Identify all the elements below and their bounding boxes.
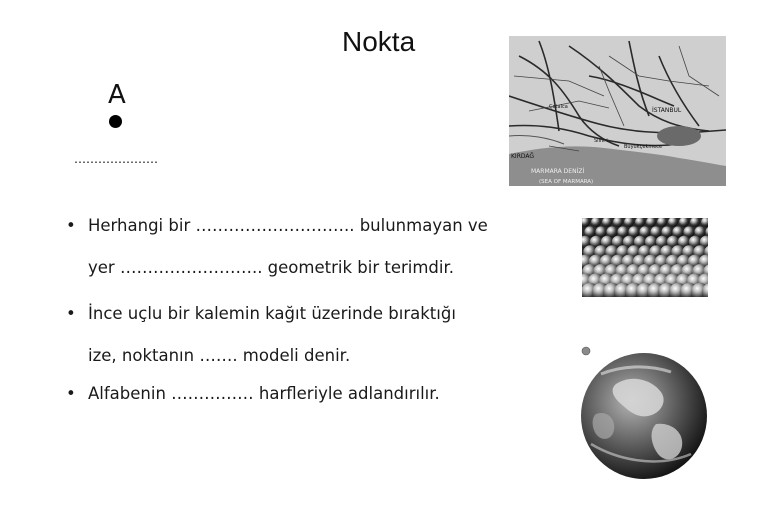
- bullet-text-continued: ize, noktanın ……. modeli denir.: [88, 346, 351, 365]
- map-label-sea-sub: (SEA OF MARMARA): [539, 179, 594, 185]
- map-label-sea: MARMARA DENİZİ: [531, 168, 585, 175]
- map-label-buyukcekmece: Büyükçekmece: [624, 144, 663, 150]
- bullet-text: Herhangi bir ……………………….. bulunmayan ve: [88, 216, 488, 235]
- bullet-text-continued: yer …………………….. geometrik bir terimdir.: [88, 258, 454, 277]
- map-label-kirdag: KIRDAĞ: [511, 153, 535, 160]
- small-point-sphere: [582, 347, 590, 355]
- earth-globe-image: [576, 344, 716, 480]
- map-label-catalca: Çatalca: [549, 104, 568, 110]
- map-label-istanbul: İSTANBUL: [652, 107, 682, 114]
- bullet-text: Alfabenin …………… harfleriyle adlandırılır.: [88, 384, 440, 403]
- point-name-blank: …………………: [74, 152, 158, 166]
- marbles-image: [582, 218, 708, 297]
- bullet-text: İnce uçlu bir kalemin kağıt üzerinde bıraktığı: [88, 304, 456, 323]
- bullet-marker: •: [66, 216, 76, 235]
- slide-title: Nokta: [342, 26, 416, 57]
- bullet-marker: •: [66, 304, 76, 323]
- bullet-marker: •: [66, 384, 76, 403]
- map-image: [509, 36, 726, 186]
- map-label-silivri: Silivri: [594, 138, 608, 144]
- point-dot: [109, 115, 122, 128]
- point-label: A: [108, 80, 126, 110]
